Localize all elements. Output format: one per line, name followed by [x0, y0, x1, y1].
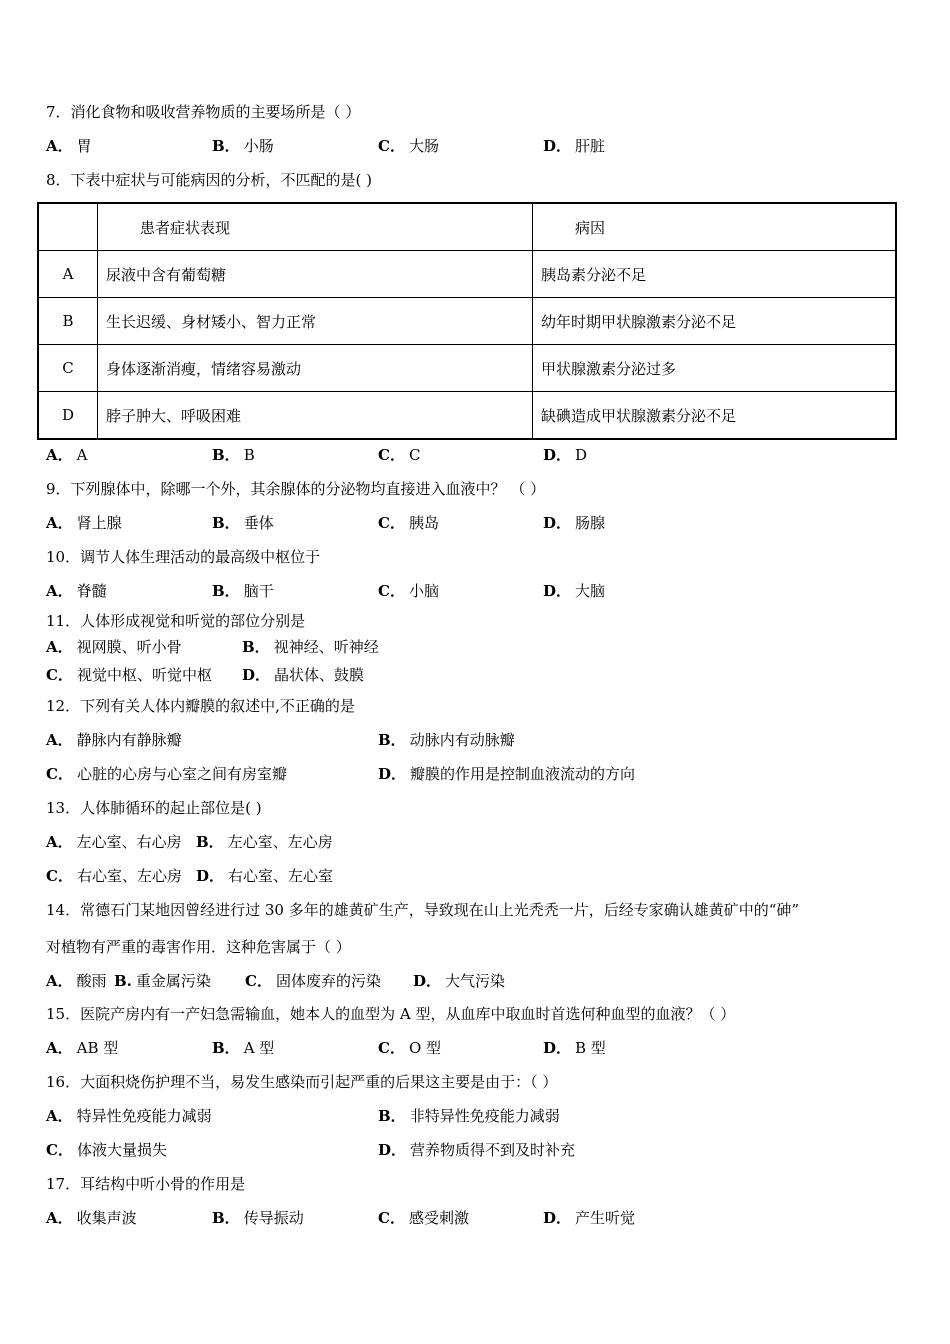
q14-stem-line1: 14．常德石门某地因曾经进行过 30 多年的雄黄矿生产，导致现在山上光秃秃一片，后经专家确认雄黄矿中的“砷”	[46, 901, 800, 919]
table-cell: D	[38, 392, 98, 440]
q11-option-a: A． 视网膜、听小骨	[46, 638, 182, 656]
q7-stem: 7．消化食物和吸收营养物质的主要场所是（ ）	[46, 103, 361, 121]
table-header-symptom: 患者症状表现	[98, 203, 533, 251]
table-header-cause: 病因	[533, 203, 897, 251]
q13-option-b: B． 左心室、左心房	[196, 833, 333, 851]
table-cell	[38, 203, 98, 251]
q15-option-b: B． A 型	[212, 1039, 275, 1057]
q16-option-b: B． 非特异性免疫能力减弱	[378, 1107, 560, 1125]
q11-stem: 11．人体形成视觉和听觉的部位分别是	[46, 612, 306, 630]
q16-option-d: D． 营养物质得不到及时补充	[378, 1141, 576, 1159]
table-cell: 生长迟缓、身材矮小、智力正常	[98, 298, 533, 345]
q12-option-c: C． 心脏的心房与心室之间有房室瓣	[46, 765, 287, 783]
table-cell: 身体逐渐消瘦，情绪容易激动	[98, 345, 533, 392]
q10-option-c: C． 小脑	[378, 582, 439, 600]
table-cell: 尿液中含有葡萄糖	[98, 251, 533, 298]
q15-option-a: A． AB 型	[46, 1039, 119, 1057]
q8-option-b: B． B	[212, 446, 255, 464]
q14-option-d: D． 大气污染	[413, 972, 506, 990]
table-cell: A	[38, 251, 98, 298]
q10-option-a: A． 脊髓	[46, 582, 107, 600]
q9-option-a: A． 肾上腺	[46, 514, 122, 532]
q17-option-b: B． 传导振动	[212, 1209, 304, 1227]
q14-option-c: C． 固体废弃的污染	[245, 972, 381, 990]
q15-option-c: C． O 型	[378, 1039, 442, 1057]
table-row	[38, 345, 896, 392]
q15-stem: 15．医院产房内有一产妇急需输血，她本人的血型为 A 型，从血库中取血时首选何种血型的血液？（ ）	[46, 1005, 736, 1023]
q14-option-b: B. 重金属污染	[114, 972, 211, 990]
q8-option-d: D． D	[543, 446, 588, 464]
q11-option-c: C． 视觉中枢、听觉中枢	[46, 666, 212, 684]
q10-option-d: D． 大脑	[543, 582, 606, 600]
q13-option-a: A． 左心室、右心房	[46, 833, 182, 851]
table-cell: C	[38, 345, 98, 392]
q9-stem: 9．下列腺体中，除哪一个外，其余腺体的分泌物均直接进入血液中？ （ ）	[46, 480, 546, 498]
q7-option-c: C． 大肠	[378, 137, 439, 155]
q9-option-b: B． 垂体	[212, 514, 274, 532]
q17-stem: 17．耳结构中听小骨的作用是	[46, 1175, 246, 1193]
q10-option-b: B． 脑干	[212, 582, 274, 600]
q13-option-c: C． 右心室、左心房	[46, 867, 182, 885]
table-row	[38, 392, 896, 440]
q11-option-b: B． 视神经、听神经	[242, 638, 379, 656]
table-cell: 胰岛素分泌不足	[533, 251, 897, 298]
q7-option-b: B． 小肠	[212, 137, 274, 155]
q12-option-a: A． 静脉内有静脉瓣	[46, 731, 182, 749]
q14-stem-line2: 对植物有严重的毒害作用．这种危害属于（ ）	[46, 938, 351, 956]
q16-option-c: C． 体液大量损失	[46, 1141, 167, 1159]
q15-option-d: D． B 型	[543, 1039, 606, 1057]
table-cell: 脖子肿大、呼吸困难	[98, 392, 533, 440]
q8-option-a: A． A	[46, 446, 88, 464]
q16-stem: 16．大面积烧伤护理不当，易发生感染而引起严重的后果这主要是由于：（ ）	[46, 1073, 558, 1091]
q9-option-c: C． 胰岛	[378, 514, 439, 532]
table-cell: 甲状腺激素分泌过多	[533, 345, 897, 392]
q12-option-b: B． 动脉内有动脉瓣	[378, 731, 515, 749]
q16-option-a: A． 特异性免疫能力减弱	[46, 1107, 212, 1125]
q13-option-d: D． 右心室、左心室	[196, 867, 334, 885]
q11-option-d: D． 晶状体、鼓膜	[242, 666, 365, 684]
q8-option-c: C． C	[378, 446, 421, 464]
table-cell: 幼年时期甲状腺激素分泌不足	[533, 298, 897, 345]
q13-stem: 13．人体肺循环的起止部位是( )	[46, 799, 262, 817]
table-header-row	[38, 203, 896, 251]
q9-option-d: D． 肠腺	[543, 514, 606, 532]
q7-option-a: A． 胃	[46, 137, 92, 155]
table-row	[38, 251, 896, 298]
table-row	[38, 298, 896, 345]
table-cell: 缺碘造成甲状腺激素分泌不足	[533, 392, 897, 440]
q12-option-d: D． 瓣膜的作用是控制血液流动的方向	[378, 765, 636, 783]
q14-option-a: A． 酸雨	[46, 972, 107, 990]
q12-stem: 12．下列有关人体内瓣膜的叙述中,不正确的是	[46, 697, 355, 715]
q8-stem: 8．下表中症状与可能病因的分析，不匹配的是( )	[46, 171, 373, 189]
q17-option-a: A． 收集声波	[46, 1209, 137, 1227]
q10-stem: 10．调节人体生理活动的最高级中枢位于	[46, 548, 321, 566]
symptom-table	[37, 202, 897, 440]
table-cell: B	[38, 298, 98, 345]
q7-option-d: D． 肝脏	[543, 137, 606, 155]
q17-option-d: D． 产生听觉	[543, 1209, 636, 1227]
q17-option-c: C． 感受刺激	[378, 1209, 469, 1227]
